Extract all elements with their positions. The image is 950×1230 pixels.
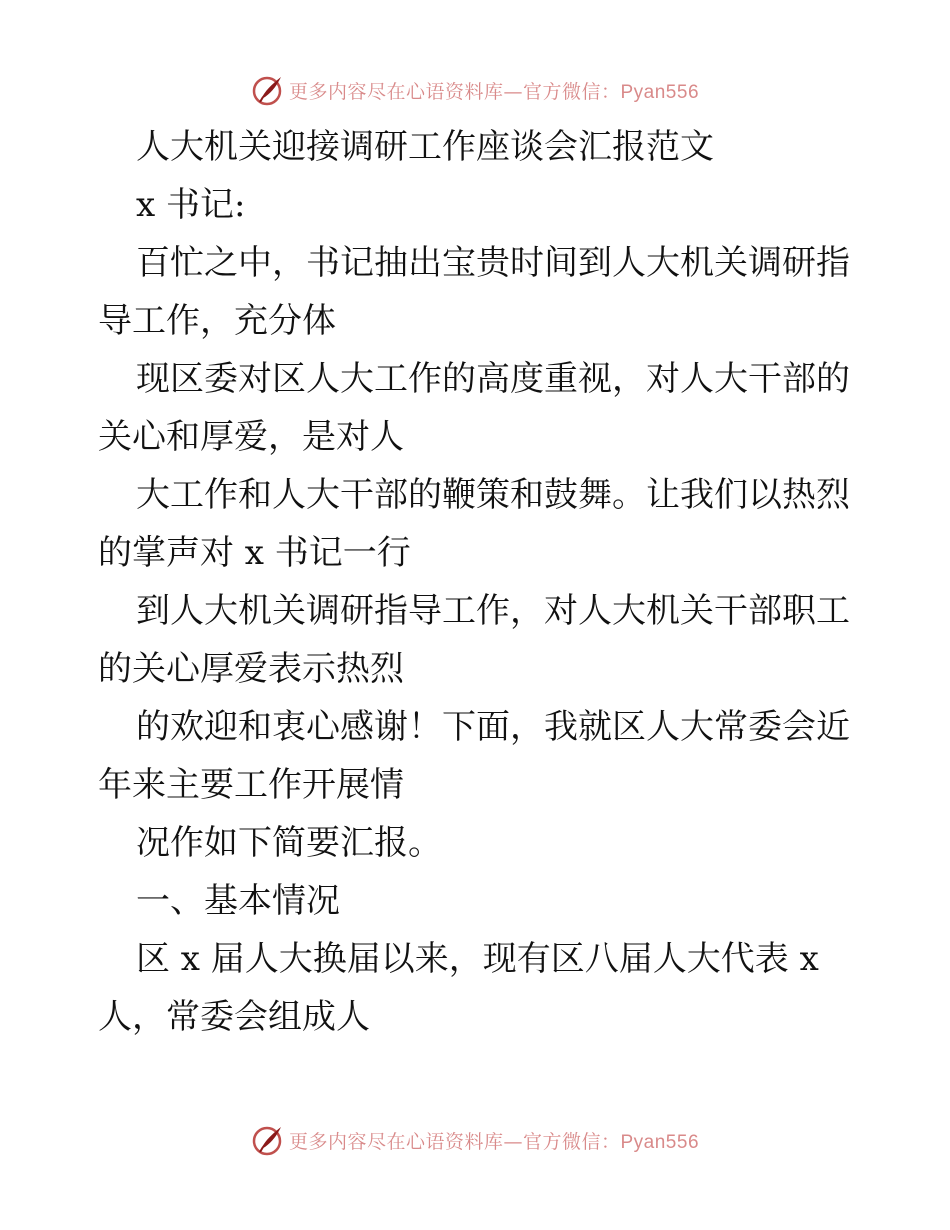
footer-watermark xyxy=(0,1120,950,1160)
document-line: 一、基本情况 xyxy=(136,881,340,921)
document-body xyxy=(98,118,858,1046)
watermark-text xyxy=(289,77,699,104)
document-line: 况作如下简要汇报。 xyxy=(136,823,442,863)
header-watermark xyxy=(0,70,950,110)
document-line: 区 x 届人大换届以来，现有区八届人大代表 x xyxy=(136,939,819,979)
document-line: 大工作和人大干部的鞭策和鼓舞。让我们以热烈 xyxy=(136,475,850,515)
document-line: 到人大机关调研指导工作，对人大机关干部职工 xyxy=(136,591,850,631)
document-line: 人大机关迎接调研工作座谈会汇报范文 xyxy=(136,127,714,167)
quill-pen-logo-icon xyxy=(251,1123,285,1157)
document-line: 的欢迎和衷心感谢！下面，我就区人大常委会近 xyxy=(136,707,850,747)
watermark-main: 更多内容尽在心语资料库 xyxy=(288,1130,504,1153)
document-line: 现区委对区人大工作的高度重视，对人大干部的 xyxy=(136,359,850,399)
watermark-main: 更多内容尽在心语资料库 xyxy=(288,80,504,103)
watermark-separator: — xyxy=(503,1130,523,1153)
document-line: 的关心厚爱表示热烈 xyxy=(98,649,404,689)
document-line: 导工作，充分体 xyxy=(98,301,336,341)
watermark-separator: — xyxy=(503,80,523,103)
document-line: 年来主要工作开展情 xyxy=(98,765,404,805)
watermark-wechat-id: Pyan556 xyxy=(620,81,700,103)
watermark-wechat-id: Pyan556 xyxy=(620,1131,700,1153)
document-line: 的掌声对 x 书记一行 xyxy=(98,533,411,573)
document-line: 百忙之中，书记抽出宝贵时间到人大机关调研指 xyxy=(136,243,850,283)
watermark-text xyxy=(289,1127,699,1154)
watermark-wechat-label: 官方微信： xyxy=(522,80,621,103)
document-line: 关心和厚爱，是对人 xyxy=(98,417,404,457)
quill-pen-logo-icon xyxy=(251,73,285,107)
document-line: 人，常委会组成人 xyxy=(98,997,370,1037)
document-line: x 书记: xyxy=(136,185,246,225)
watermark-wechat-label: 官方微信： xyxy=(522,1130,621,1153)
